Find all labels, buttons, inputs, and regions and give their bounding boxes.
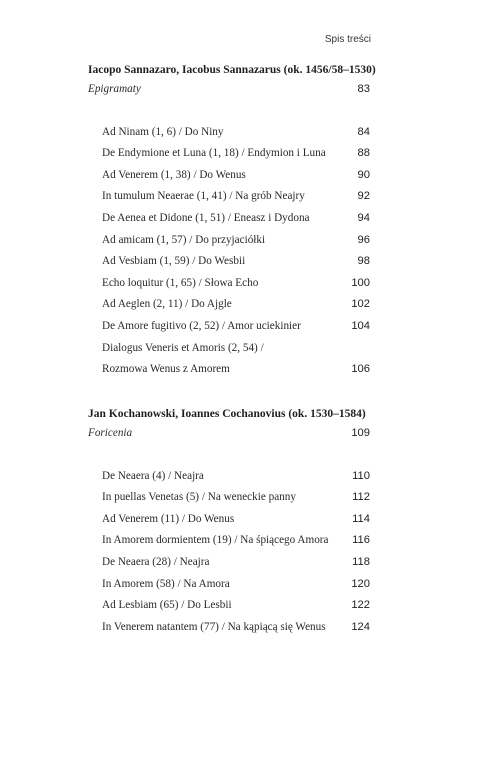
toc-entry <box>102 294 370 316</box>
page-number: 104 <box>351 319 370 332</box>
toc-entry <box>102 208 370 230</box>
page-number: 90 <box>357 168 370 181</box>
toc-entry <box>102 595 370 617</box>
toc-entry <box>102 617 370 639</box>
page-number: 84 <box>357 125 370 138</box>
entry-title: In Amorem dormientem (19) / Na śpiącego Amora <box>102 534 329 547</box>
entry-title: In Venerem natantem (77) / Na kąpiącą się Wenus <box>102 620 326 633</box>
toc-entries <box>88 466 370 639</box>
page-number: 92 <box>357 190 370 203</box>
toc-entries <box>88 122 370 381</box>
entry-title: Ad Vesbiam (1, 59) / Do Wesbii <box>102 255 246 268</box>
page-number: 94 <box>357 211 370 224</box>
toc-entry <box>102 165 370 187</box>
toc-section-kochanowski <box>88 405 370 638</box>
entry-title: Ad Venerem (11) / Do Wenus <box>102 512 235 525</box>
toc-entry <box>102 487 370 509</box>
page-number: 106 <box>351 363 370 376</box>
toc-entry <box>102 574 370 596</box>
entry-title: Dialogus Veneris et Amoris (2, 54) / <box>102 341 264 354</box>
entry-title: Ad Aeglen (2, 11) / Do Ajgle <box>102 298 232 311</box>
entry-title: In puellas Venetas (5) / Na weneckie panny <box>102 491 296 504</box>
page-number: 98 <box>357 255 370 268</box>
page-number: 114 <box>352 512 370 525</box>
page-number: 122 <box>351 599 370 612</box>
entry-title: De Endymione et Luna (1, 18) / Endymion i Luna <box>102 147 326 160</box>
running-head: Spis treści <box>324 34 371 45</box>
toc-entry <box>102 122 370 144</box>
entry-title: Ad Venerem (1, 38) / Do Wenus <box>102 168 246 181</box>
page-number: 116 <box>352 534 370 547</box>
entry-title: De Neaera (28) / Neajra <box>102 555 210 568</box>
toc-entry <box>102 466 370 488</box>
toc-entry <box>102 186 370 208</box>
entry-title: De Aenea et Didone (1, 51) / Eneasz i Dydona <box>102 211 310 224</box>
page-number: 96 <box>357 233 370 246</box>
toc-entry <box>102 230 370 252</box>
page-number: 100 <box>351 276 370 289</box>
toc-entry <box>102 316 370 338</box>
page-number: 110 <box>352 469 370 482</box>
page-number: 118 <box>352 555 370 568</box>
toc-entry <box>102 530 370 552</box>
page-number: 83 <box>357 83 370 95</box>
book-title: Epigramaty <box>88 83 141 95</box>
toc-entry <box>102 552 370 574</box>
entry-title: Ad Ninam (1, 6) / Do Niny <box>102 125 224 138</box>
page-number: 120 <box>351 577 370 590</box>
entry-title: In tumulum Neaerae (1, 41) / Na grób Neajry <box>102 190 305 203</box>
toc-section-sannazaro <box>88 61 376 381</box>
toc-book-row <box>88 79 370 101</box>
toc-entry <box>102 143 370 165</box>
entry-title: Rozmowa Wenus z Amorem <box>102 363 230 376</box>
section-author: Jan Kochanowski, Ioannes Cochanovius (ok. 1530–1584) <box>88 408 366 420</box>
toc-entry <box>102 359 370 381</box>
section-author: Iacopo Sannazaro, Iacobus Sannazarus (ok. 1456/58–1530) <box>88 64 376 76</box>
entry-title: In Amorem (58) / Na Amora <box>102 577 230 590</box>
toc-entry <box>102 251 370 273</box>
page-number: 109 <box>351 427 370 439</box>
entry-title: Ad Lesbiam (65) / Do Lesbii <box>102 599 232 612</box>
entry-title: Echo loquitur (1, 65) / Słowa Echo <box>102 276 259 289</box>
toc-book-row <box>88 423 370 445</box>
entry-title: De Amore fugitivo (2, 52) / Amor uciekinier <box>102 319 301 332</box>
toc-entry <box>102 338 370 360</box>
page-number: 88 <box>357 147 370 160</box>
toc-entry <box>102 509 370 531</box>
toc-entry <box>102 273 370 295</box>
entry-title: De Neaera (4) / Neajra <box>102 469 204 482</box>
entry-title: Ad amicam (1, 57) / Do przyjaciółki <box>102 233 266 246</box>
page-number: 124 <box>351 620 370 633</box>
page-number: 112 <box>352 491 370 504</box>
page-number: 102 <box>351 298 370 311</box>
book-title: Foricenia <box>88 427 133 439</box>
